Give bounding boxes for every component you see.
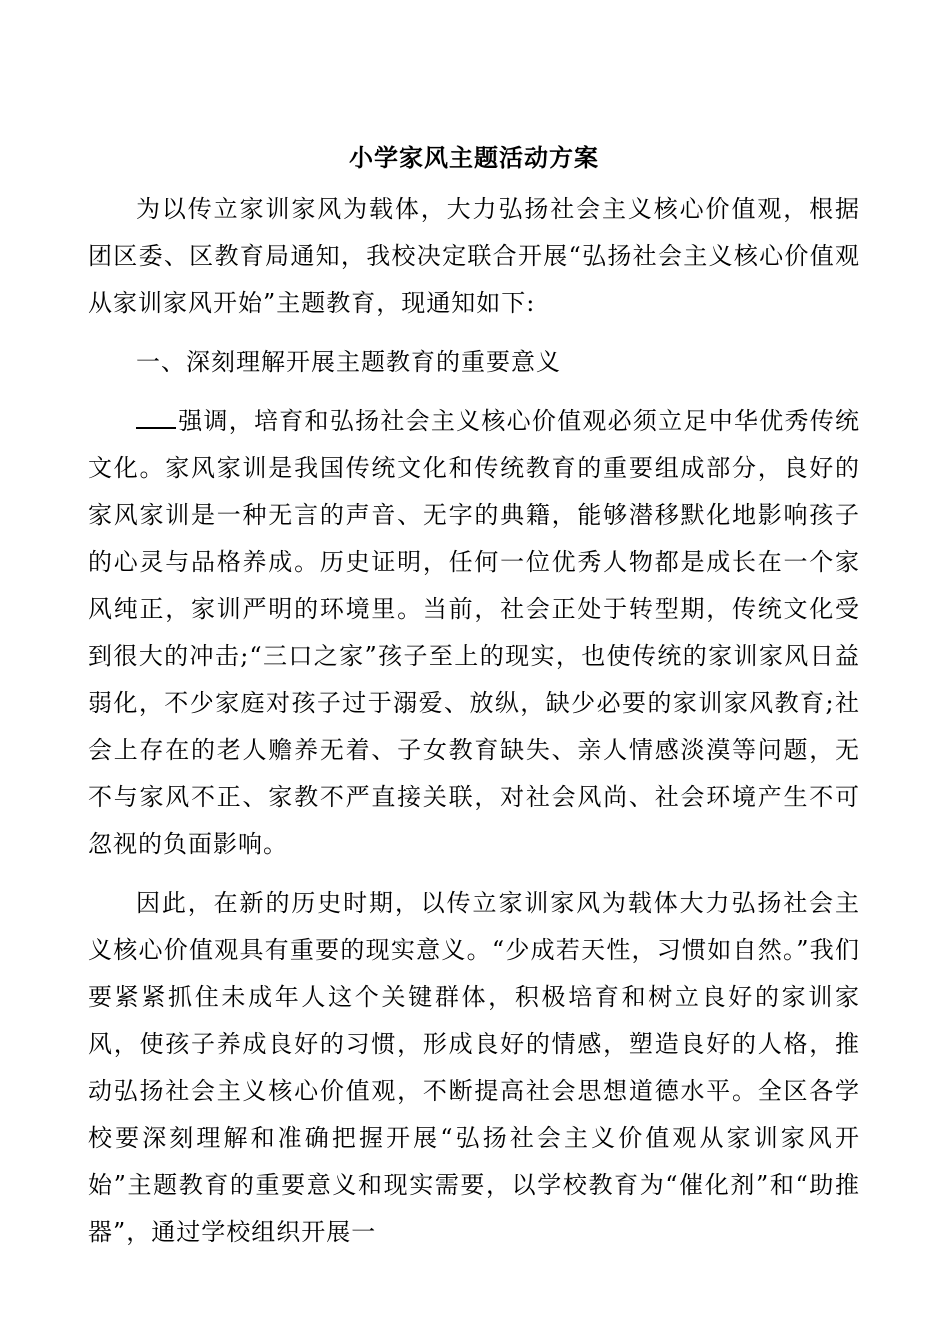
document-title: 小学家风主题活动方案 [349, 143, 599, 172]
document-page [88, 140, 860, 1268]
body-paragraph-1 [88, 398, 860, 868]
section-heading-1: 一、深刻理解开展主题教育的重要意义 [136, 348, 561, 376]
body-paragraph-2: 因此，在新的历史时期，以传立家训家风为载体大力弘扬社会主义核心价值观具有重要的现实意义。“少成若天性，习惯如自然。”我们要紧紧抓住未成年人这个关键群体，积极培育和树立良好的家训家风，使孩子养成良好的习惯，形成良好的情感，塑造良好的人格，推动弘扬社会主义核心价值观，不断提高社会思想道德水平。全区各学校要深刻理解和准确把握开展“弘扬社会主义价值观从家训家风开始”主题教育的重要意义和现实需要，以学校教育为“催化剂”和“助推器”，通过学校组织开展一 [88, 889, 860, 1246]
blank-underline [136, 405, 176, 429]
body-paragraph-1-text: 强调，培育和弘扬社会主义核心价值观必须立足中华优秀传统文化。家风家训是我国传统文化和传统教育的重要组成部分，良好的家风家训是一种无言的声音、无字的典籍，能够潜移默化地影响孩子的心灵与品格养成。历史证明，任何一位优秀人物都是成长在一个家风纯正，家训严明的环境里。当前，社会正处于转型期，传统文化受到很大的冲击;“三口之家”孩子至上的现实，也使传统的家训家风日益弱化，不少家庭对孩子过于溺爱、放纵，缺少必要的家训家风教育;社会上存在的老人赡养无着、子女教育缺失、亲人情感淡漠等问题，无不与家风不正、家教不严直接关联，对社会风尚、社会环境产生不可忽视的负面影响。 [88, 407, 860, 858]
intro-paragraph: 为以传立家训家风为载体，大力弘扬社会主义核心价值观，根据团区委、区教育局通知，我校决定联合开展“弘扬社会主义核心价值观从家训家风开始”主题教育，现通知如下: [88, 195, 860, 317]
